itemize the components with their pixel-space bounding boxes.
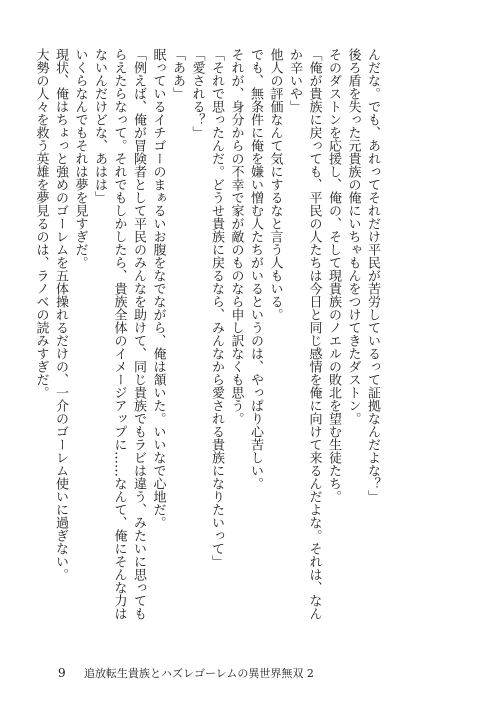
body-text <box>33 48 382 644</box>
text-line: 大勢の人々を救う英雄を夢見るのは、ラノベの読みすぎだ。 <box>33 48 49 399</box>
text-line: いくらなんでもそれは夢を見すぎだ。 <box>72 48 88 269</box>
page-footer <box>58 664 314 682</box>
text-line: 「ああ」 <box>170 48 185 100</box>
text-line: 他人の評価なんて気にするなと言う人もいる。 <box>267 48 283 321</box>
text-line: 眠っているイチゴーのまぁるいお腹をなでながら、俺は頷いた。いいなで心地だ。 <box>150 48 166 529</box>
text-line: らえたらなって。それでもしかしたら、貴族全体のイメージアップに……なんて、俺にそんな力は <box>111 48 127 620</box>
text-line: そのダストンを応援し、俺の、そして現貴族のノエルの敗北を望む生徒たち。 <box>326 48 341 503</box>
text-line: 「例えば、俺が冒険者として平民のみんなを助けて、同じ貴族でもラビは違う、みたいに思っても <box>131 48 146 620</box>
text-line: でも、無条件に俺を嫌い憎む人たちがいるというのは、やっぱり心苦しい。 <box>248 48 263 490</box>
book-title: 追放転生貴族とハズレゴーレムの異世界無双 2 <box>84 667 314 680</box>
text-line: 「俺が貴族に戻っても、平民の人たちは今日と同じ感情を俺に向けて来るんだよな。それは、なん <box>306 48 322 620</box>
text-line: 「それで思ったんだ。どうせ貴族に戻るなら、みんなから愛される貴族になりたいって」 <box>209 48 224 568</box>
text-line: か辛いや」 <box>287 48 302 113</box>
text-line: それが、身分からの不幸で家が敵のものなら申し訳なくも思う。 <box>228 48 244 425</box>
page-number: 9 <box>58 666 66 680</box>
text-line: 現状、俺はちょっと強めのゴーレムを五体操れるだけの、一介のゴーレム使いに過ぎない。 <box>53 48 68 581</box>
text-line: 後ろ盾を失った元貴族の俺にいちゃもんをつけてきたダストン。 <box>345 48 361 425</box>
text-line: ないんだけどな、あはは」 <box>92 48 107 204</box>
text-line: 「愛される？」 <box>189 48 205 139</box>
text-line: んだな。でも、あれってそれだけ平民が苦労しているって証拠なんだよな？」 <box>365 48 380 503</box>
